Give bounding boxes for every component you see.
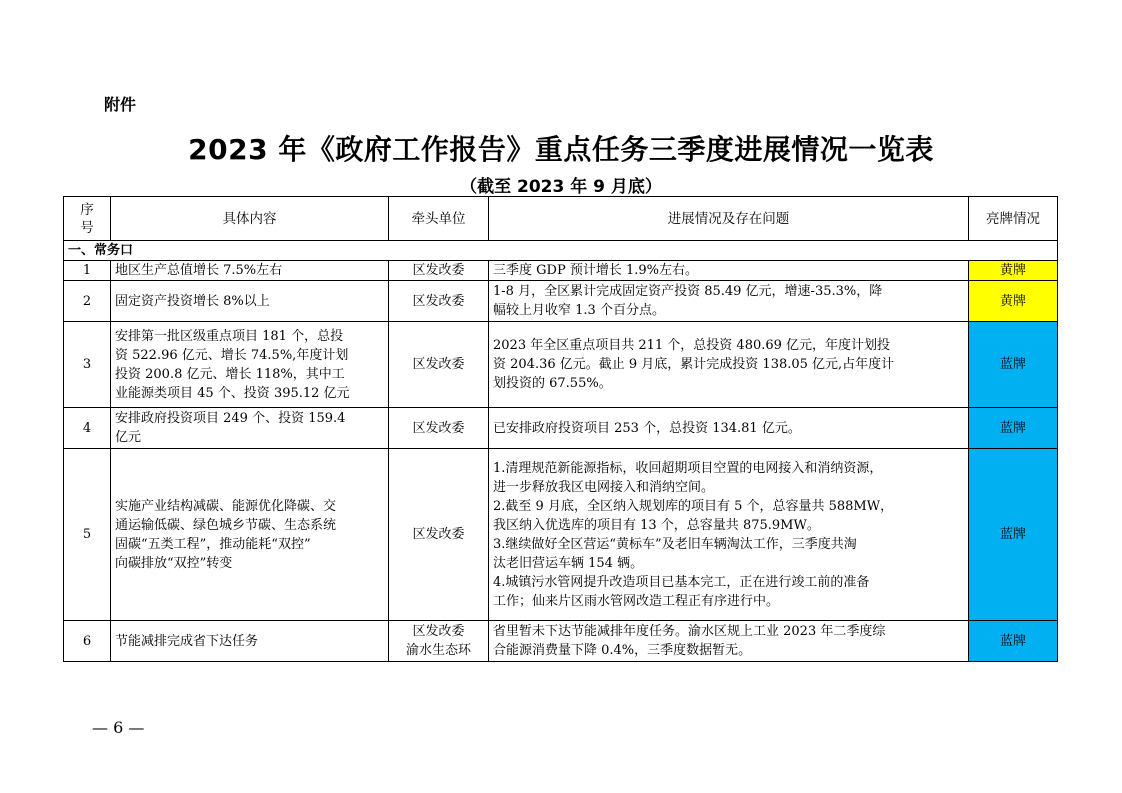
- attachment-label: 附件: [104, 95, 137, 114]
- row-seq: 4: [64, 408, 111, 449]
- row-lead-unit: [389, 322, 489, 408]
- row-progress-line: 1-8 月，全区累计完成固定资产投资 85.49 亿元，增速-35.3%，降: [493, 284, 883, 299]
- table-row: [64, 322, 1058, 408]
- row-progress-line: 已安排政府投资项目 253 个，总投资 134.81 亿元。: [493, 420, 801, 436]
- row-lead-unit: [389, 281, 489, 322]
- row-content-line: 固碳“五类工程”，推动能耗“双控”: [115, 536, 311, 552]
- table-header-row: [64, 197, 1058, 241]
- row-progress: [489, 261, 969, 281]
- row-progress: [489, 449, 969, 621]
- row-content-line: 通运输低碳、绿色城乡节碳、生态系统: [115, 517, 337, 533]
- row-lead-unit: [389, 621, 489, 662]
- row-lead-unit-line: 区发改委: [412, 357, 465, 372]
- page-number: — 6 —: [92, 718, 145, 737]
- document-subtitle: （截至 2023 年 9 月底）: [460, 177, 662, 197]
- section-title: 一、常务口: [64, 241, 1058, 261]
- row-content: [111, 261, 389, 281]
- row-lead-unit-line: 区发改委: [412, 527, 465, 542]
- table-row: [64, 449, 1058, 621]
- header-progress: 进展情况及存在问题: [489, 197, 969, 241]
- row-content-line: 固定资产投资增长 8%以上: [115, 293, 270, 309]
- row-progress-line: 合能源消费量下降 0.4%，三季度数据暂无。: [493, 643, 752, 658]
- row-lead-unit-line: 区发改委: [412, 263, 465, 278]
- row-content-line: 向碳排放“双控”转变: [115, 555, 233, 571]
- progress-table: [63, 196, 1058, 662]
- row-content: [111, 449, 389, 621]
- row-content: [111, 281, 389, 322]
- row-content: [111, 621, 389, 662]
- row-progress-line: 1.清理规范新能源指标，收回超期项目空置的电网接入和消纳资源，: [493, 460, 883, 476]
- row-progress-line: 幅较上月收窄 1.3 个百分点。: [493, 303, 665, 318]
- row-lead-unit-line: 渝水生态环: [405, 643, 471, 658]
- row-content-line: 安排第一批区级重点项目 181 个，总投: [115, 328, 344, 344]
- header-seq-line2: 号: [80, 219, 94, 236]
- row-status-badge: 蓝牌: [969, 621, 1058, 662]
- header-lead-unit: 牵头单位: [389, 197, 489, 241]
- row-lead-unit-line: 区发改委: [412, 624, 465, 639]
- row-progress-line: 我区纳入优选库的项目有 13 个，总容量共 875.9MW。: [493, 517, 820, 533]
- row-content: [111, 408, 389, 449]
- row-status-badge: 蓝牌: [969, 322, 1058, 408]
- row-seq: 1: [64, 261, 111, 281]
- row-progress-line: 4.城镇污水管网提升改造项目已基本完工，正在进行竣工前的准备: [493, 574, 870, 590]
- row-lead-unit: [389, 261, 489, 281]
- row-seq: 3: [64, 322, 111, 408]
- row-lead-unit: [389, 449, 489, 621]
- row-progress-line: 资 204.36 亿元。截止 9 月底，累计完成投资 138.05 亿元,占年度计: [493, 357, 895, 372]
- row-progress-line: 省里暂未下达节能减排年度任务。渝水区规上工业 2023 年二季度综: [493, 624, 886, 639]
- row-status-badge: 黄牌: [969, 261, 1058, 281]
- header-content: 具体内容: [111, 197, 389, 241]
- row-progress-line: 2023 年全区重点项目共 211 个，总投资 480.69 亿元，年度计划投: [493, 338, 891, 353]
- row-content-line: 地区生产总值增长 7.5%左右: [115, 263, 283, 278]
- table-row: [64, 261, 1058, 281]
- header-seq: [64, 197, 111, 241]
- row-status-badge: 黄牌: [969, 281, 1058, 322]
- row-content-line: 亿元: [115, 430, 142, 445]
- row-progress: [489, 281, 969, 322]
- row-seq: 5: [64, 449, 111, 621]
- row-lead-unit: [389, 408, 489, 449]
- row-content-line: 安排政府投资项目 249 个、投资 159.4: [115, 411, 346, 426]
- row-lead-unit-line: 区发改委: [412, 420, 465, 436]
- row-content-line: 资 522.96 亿元、增长 74.5%,年度计划: [115, 347, 349, 363]
- row-progress-line: 三季度 GDP 预计增长 1.9%左右。: [493, 263, 698, 278]
- row-content-line: 实施产业结构减碳、能源优化降碳、交: [115, 498, 337, 514]
- row-content: [111, 322, 389, 408]
- row-content-line: 节能减排完成省下达任务: [115, 633, 259, 649]
- row-progress-line: 2.截至 9 月底，全区纳入规划库的项目有 5 个，总容量共 588MW，: [493, 498, 894, 514]
- row-progress: [489, 408, 969, 449]
- row-progress-line: 工作；仙来片区雨水管网改造工程正有序进行中。: [493, 593, 780, 609]
- row-progress-line: 划投资的 67.55%。: [493, 376, 612, 391]
- row-progress: [489, 621, 969, 662]
- row-status-badge: 蓝牌: [969, 449, 1058, 621]
- document-title: 2023 年《政府工作报告》重点任务三季度进展情况一览表: [188, 133, 934, 166]
- header-seq-line1: 序: [80, 201, 94, 218]
- header-status: 亮牌情况: [969, 197, 1058, 241]
- row-lead-unit-line: 区发改委: [412, 293, 465, 309]
- row-content-line: 投资 200.8 亿元、增长 118%，其中工: [115, 366, 345, 382]
- row-progress-line: 汰老旧营运车辆 154 辆。: [493, 555, 644, 571]
- row-content-line: 业能源类项目 45 个、投资 395.12 亿元: [115, 385, 350, 401]
- row-status-badge: 蓝牌: [969, 408, 1058, 449]
- table-row: [64, 621, 1058, 662]
- section-row: [64, 241, 1058, 261]
- row-progress-line: 3.继续做好全区营运“黄标车”及老旧车辆淘汰工作，三季度共淘: [493, 536, 857, 552]
- row-seq: 2: [64, 281, 111, 322]
- row-seq: 6: [64, 621, 111, 662]
- row-progress-line: 进一步释放我区电网接入和消纳空间。: [493, 479, 715, 495]
- row-progress: [489, 322, 969, 408]
- table-row: [64, 281, 1058, 322]
- table-row: [64, 408, 1058, 449]
